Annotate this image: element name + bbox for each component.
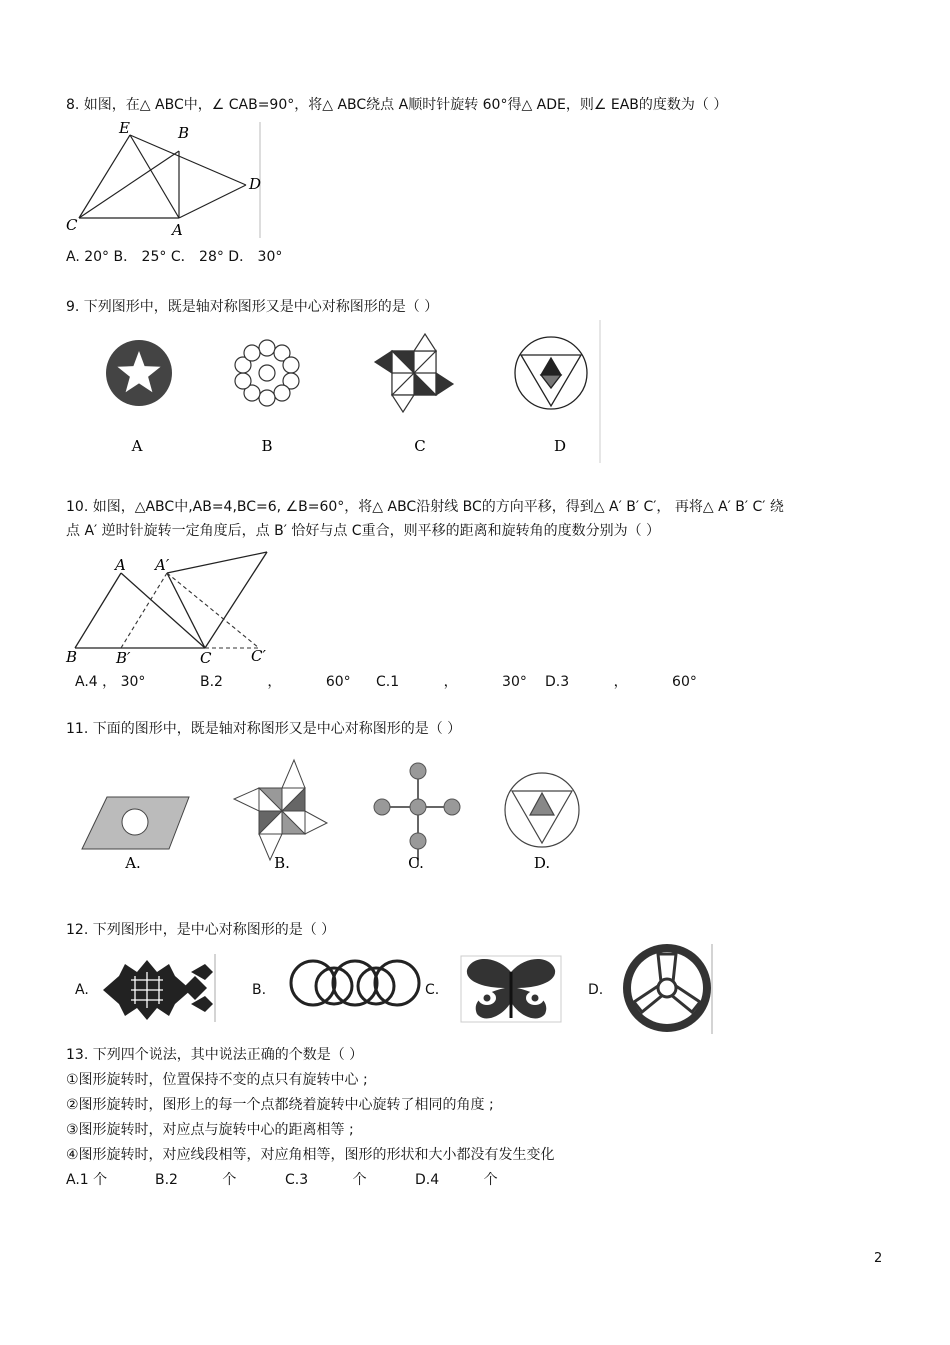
q10-translation-rotation-figure [63,548,273,670]
q9-figures [95,318,610,466]
q11-stem: 11. 下面的图形中，既是轴对称图形又是中心对称图形的是（ ） [66,721,462,737]
q8-label-b: B [178,124,190,142]
q11-figure-d-circle-triangle [505,773,579,847]
q13-statement-3: ③图形旋转时，对应点与旋转中心的距离相等 ; [66,1122,354,1138]
q10-stem-line2: 点 A′ 逆时针旋转一定角度后，点 B′ 恰好与点 C重合，则平移的距离和旋转角的度数分别为（ ） [66,523,661,539]
q9-figure-d-circle-triangle [515,337,587,409]
q9-caption-c: C [414,437,426,455]
q10-stem-line1: 10. 如图，△ABC中,AB=4,BC=6, ∠B=60°，将△ ABC沿射线 BC的方向平移，得到△ A′ B′ C′， 再将△ A′ B′ C′ 绕 [66,499,784,515]
q10-option-c: C.1 ， 30° [376,674,527,690]
q8-label-a: A [172,221,183,239]
q13-option-d: D.4 个 [415,1172,498,1188]
q8-label-e: E [119,119,130,137]
q12-figures [95,942,720,1037]
q10-label-a: A [115,556,126,574]
q10-option-a: A.4 ， 30° [75,674,146,690]
q11-figure-b-pinwheel [234,760,327,860]
q11-figure-a-parallelogram [82,797,189,849]
q10-label-b-prime: B′ [116,649,131,667]
q12-option-a-label: A. [75,982,89,998]
q11-caption-b: B. [274,854,290,872]
q9-figure-c-pinwheel [375,334,453,412]
q13-stem: 13. 下列四个说法，其中说法正确的个数是（ ） [66,1047,364,1063]
q13-option-c: C.3 个 [285,1172,367,1188]
q10-label-a-prime: A′ [155,556,170,574]
q10-label-c-prime: C′ [251,647,266,665]
q10-option-d: D.3 ， 60° [545,674,697,690]
q9-caption-a: A [131,437,143,455]
q8-options: A. 20° B． 25° C． 28° D． 30° [66,249,283,265]
q9-caption-b: B [261,437,273,455]
q13-statement-2: ②图形旋转时，图形上的每一个点都绕着旋转中心旋转了相同的角度 ; [66,1097,494,1113]
q8-label-d: D [249,175,262,193]
q12-figure-b-five-rings [291,961,419,1005]
q11-caption-d: D. [533,854,551,872]
q11-caption-c: C. [408,854,424,872]
q13-option-b: B.2 个 [155,1172,237,1188]
q11-caption-a: A. [125,854,141,872]
q13-statement-1: ①图形旋转时，位置保持不变的点只有旋转中心 ; [66,1072,368,1088]
q13-statement-4: ④图形旋转时，对应线段相等，对应角相等，图形的形状和大小都没有发生变化 [66,1147,555,1163]
q9-figure-a-star-circle [106,340,172,406]
q12-stem: 12. 下列图形中，是中心对称图形的是（ ） [66,922,336,938]
q9-figure-b-circle-flower [235,340,299,406]
page-number: 2 [874,1251,883,1266]
q12-figure-d-steering-wheel [623,944,712,1034]
q8-stem: 8. 如图，在△ ABC中，∠ CAB=90°，将△ ABC绕点 A顺时针旋转 60°得△ ADE，则∠ EAB的度数为（ ） [66,97,728,113]
q9-stem: 9. 下列图形中，既是轴对称图形又是中心对称图形的是（ ） [66,299,439,315]
q12-option-b-label: B. [252,982,267,998]
q10-label-b: B [66,648,78,666]
q12-option-d-label: D. [588,982,604,998]
q12-option-c-label: C. [425,982,440,998]
q10-option-b: B.2 ， 60° [200,674,351,690]
q9-caption-d: D [553,437,567,455]
q11-figures [75,755,580,877]
q12-figure-c-butterfly [461,956,561,1022]
q13-option-a: A.1 个 [66,1172,108,1188]
q12-figure-a-endless-knot [103,954,215,1022]
q10-label-c: C [200,649,212,667]
q8-label-c: C [66,216,78,234]
q8-triangle-figure [60,118,270,240]
q11-figure-c-circle-cross [374,763,460,865]
